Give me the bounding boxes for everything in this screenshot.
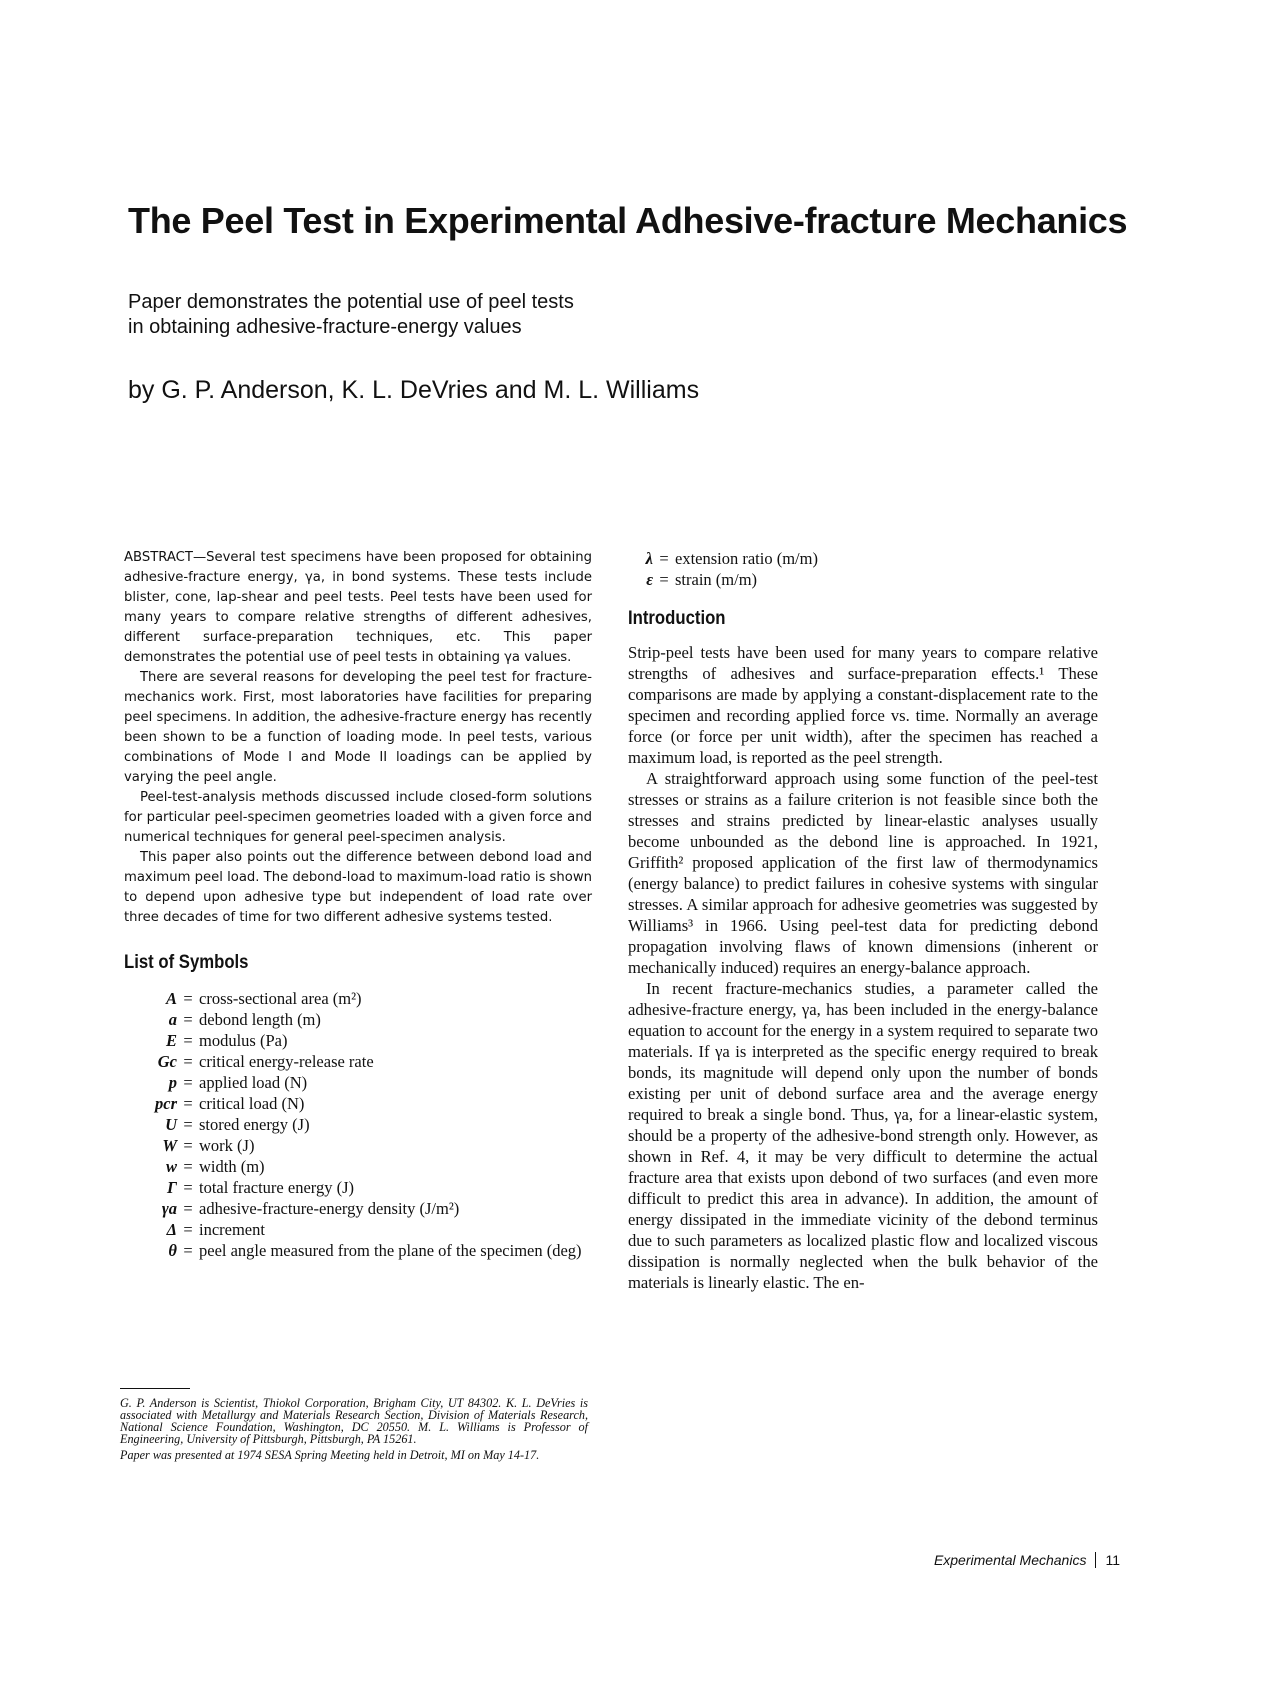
introduction-body <box>628 642 1098 1293</box>
equals-sign: = <box>183 1220 193 1239</box>
symbol: W <box>162 1136 177 1155</box>
equals-sign: = <box>183 1199 193 1218</box>
symbols-list-continued <box>628 548 1098 590</box>
footnote-presentation: Paper was presented at 1974 SESA Spring Meeting held in Detroit, MI on May 14-17. <box>120 1448 540 1462</box>
symbol-definition: increment <box>199 1220 265 1239</box>
symbol-row <box>124 988 592 1009</box>
article-title: The Peel Test in Experimental Adhesive-fracture Mechanics <box>128 200 1128 241</box>
body-paragraph: In recent fracture-mechanics studies, a parameter called the adhesive-fracture energy, γa, has been included in the energy-balance equation to account for the energy in a system required to separate two materials. If γa is interpreted as the specific energy required to break bonds, its magnitude will depend only upon the number of bonds existing per unit of debond surface area and the average energy required to break a single bond. Thus, γa, for a linear-elastic system, should be a property of the adhesive-bond strength only. However, as shown in Ref. 4, it may be very difficult to determine the actual fracture area that exists upon debond of two surfaces (and even more difficult to predict this area in advance). In addition, the amount of energy dissipated in the immediate vicinity of the debond terminus due to such parameters as localized plastic flow and localized viscous dissipation is normally neglected when the bulk behavior of the materials is linearly elastic. The en- <box>628 979 1098 1292</box>
symbol-row <box>628 569 1098 590</box>
symbol: A <box>165 989 177 1008</box>
symbol: γa <box>161 1199 177 1218</box>
symbol: a <box>168 1010 177 1029</box>
abstract-paragraph: ABSTRACT—Several test specimens have been proposed for obtaining adhesive-fracture energy, γa, in bond systems. These tests include blister, cone, lap-shear and peel tests. Peel tests have been used for many years to compare relative strengths of different adhesives, different surface-preparation techniques, etc. This paper demonstrates the potential use of peel tests in obtaining γa values. <box>124 550 592 665</box>
subtitle-line: in obtaining adhesive-fracture-energy values <box>128 316 522 338</box>
author-byline: by G. P. Anderson, K. L. DeVries and M. L. Williams <box>128 376 700 404</box>
symbol-definition: debond length (m) <box>199 1010 321 1029</box>
author-footnotes <box>120 1388 588 1465</box>
symbol-row <box>124 1135 592 1156</box>
symbol-definition: stored energy (J) <box>199 1115 310 1134</box>
symbol: Γ <box>167 1178 177 1197</box>
symbol-definition: strain (m/m) <box>675 570 758 589</box>
symbol-row <box>124 1009 592 1030</box>
symbol-row <box>124 1240 592 1261</box>
symbol: θ <box>168 1241 177 1260</box>
symbol-row <box>124 1030 592 1051</box>
left-column <box>124 548 592 1261</box>
page-footer <box>890 1552 1120 1568</box>
equals-sign: = <box>183 1073 193 1092</box>
symbol: Gc <box>157 1052 177 1071</box>
symbols-heading: List of Symbols <box>124 952 249 973</box>
subtitle-line: Paper demonstrates the potential use of peel tests <box>128 291 574 313</box>
symbol: Δ <box>166 1220 177 1239</box>
symbol-definition: total fracture energy (J) <box>199 1178 354 1197</box>
symbol: ε <box>646 570 653 589</box>
symbol: w <box>165 1157 177 1176</box>
symbols-list <box>124 988 592 1261</box>
symbol-definition: modulus (Pa) <box>199 1031 288 1050</box>
symbol: pcr <box>155 1094 177 1113</box>
symbol-row <box>124 1156 592 1177</box>
symbol-definition: applied load (N) <box>199 1073 308 1092</box>
symbol-definition: cross-sectional area (m²) <box>199 989 362 1008</box>
equals-sign: = <box>183 1031 193 1050</box>
symbol: p <box>168 1073 177 1092</box>
footer-divider <box>1095 1552 1096 1568</box>
equals-sign: = <box>183 989 193 1008</box>
symbol-row <box>628 548 1098 569</box>
symbol-definition: extension ratio (m/m) <box>675 549 818 568</box>
abstract-paragraph: There are several reasons for developing the peel test for fracture-mechanics work. First, most laboratories have facilities for preparing peel specimens. In addition, the adhesive-fracture energy has recently been shown to be a function of loading mode. In peel tests, various combinations of Mode I and Mode II loadings can be applied by varying the peel angle. <box>124 670 592 785</box>
symbol: U <box>165 1115 177 1134</box>
footnote-affiliations: G. P. Anderson is Scientist, Thiokol Corporation, Brigham City, UT 84302. K. L. DeVries is associated with Metallurgy and Materials Research Section, Division of Materials Research, National Science Foundation, Washington, DC 20550. M. L. Williams is Professor of Engineering, University of Pittsburgh, Pittsburgh, PA 15261. <box>120 1396 588 1446</box>
symbol-definition: peel angle measured from the plane of the specimen (deg) <box>199 1241 582 1260</box>
symbol-definition: critical energy-release rate <box>199 1052 374 1071</box>
introduction-heading: Introduction <box>628 608 726 629</box>
equals-sign: = <box>183 1157 193 1176</box>
body-paragraph: A straightforward approach using some function of the peel-test stresses or strains as a failure criterion is not feasible since both the stresses and strains predicted by linear-elastic analyses usually become unbounded as the debond line is approached. In 1921, Griffith² proposed application of the first law of thermodynamics (energy balance) to predict failures in cohesive systems with singular stresses. A similar approach for adhesive geometries was suggested by Williams³ in 1966. Using peel-test data for predicting debond propagation involving flaws of known dimensions (inherent or mechanically induced) requires an energy-balance approach. <box>628 769 1098 977</box>
equals-sign: = <box>183 1241 193 1260</box>
page-number: 11 <box>1105 1552 1120 1568</box>
symbol-definition: critical load (N) <box>199 1094 305 1113</box>
symbol-definition: width (m) <box>199 1157 265 1176</box>
symbol: λ <box>645 549 653 568</box>
symbol-row <box>124 1198 592 1219</box>
equals-sign: = <box>183 1178 193 1197</box>
symbol-row <box>124 1072 592 1093</box>
symbol-row <box>124 1219 592 1240</box>
symbol-definition: work (J) <box>199 1136 255 1155</box>
symbol-row <box>124 1051 592 1072</box>
equals-sign: = <box>183 1115 193 1134</box>
journal-name: Experimental Mechanics <box>933 1552 1087 1568</box>
body-paragraph: Strip-peel tests have been used for many years to compare relative strengths of adhesives and surface-preparation effects.¹ These comparisons are made by applying a constant-displacement rate to the specimen and recording applied force vs. time. Normally an average force (or force per unit width), after the specimen has reached a maximum load, is reported as the peel strength. <box>628 643 1098 767</box>
equals-sign: = <box>659 570 669 589</box>
equals-sign: = <box>183 1094 193 1113</box>
equals-sign: = <box>183 1136 193 1155</box>
right-column <box>628 548 1098 1293</box>
symbol-row <box>124 1114 592 1135</box>
abstract-paragraph: Peel-test-analysis methods discussed include closed-form solutions for particular peel-specimen geometries loaded with a given force and numerical techniques for general peel-specimen analysis. <box>124 790 592 845</box>
footnote-rule <box>120 1388 190 1389</box>
symbol-row <box>124 1177 592 1198</box>
symbol-definition: adhesive-fracture-energy density (J/m²) <box>199 1199 460 1218</box>
equals-sign: = <box>183 1052 193 1071</box>
abstract <box>124 548 592 928</box>
equals-sign: = <box>183 1010 193 1029</box>
abstract-paragraph: This paper also points out the difference between debond load and maximum peel load. The debond-load to maximum-load ratio is shown to depend upon adhesive type but independent of load rate over three decades of time for two different adhesive systems tested. <box>124 850 592 925</box>
symbol-row <box>124 1093 592 1114</box>
symbol: E <box>165 1031 177 1050</box>
article-subtitle <box>128 290 728 340</box>
equals-sign: = <box>659 549 669 568</box>
